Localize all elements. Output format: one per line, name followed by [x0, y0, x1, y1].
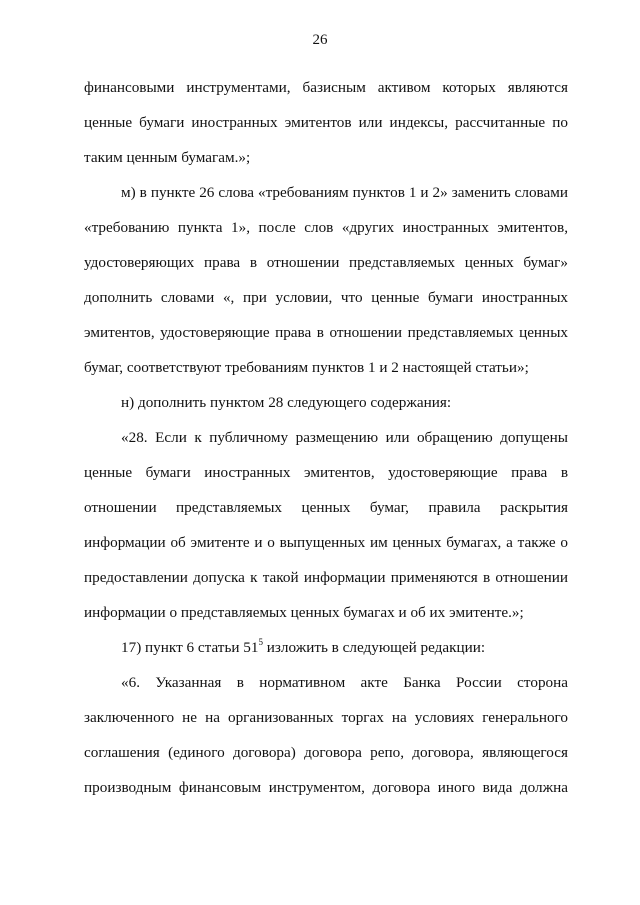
text-line: предоставлении допуска к такой информации применяются в отношении [84, 569, 568, 586]
text-line: производным финансовым инструментом, договора иного вида должна [84, 779, 568, 796]
text-line: финансовыми инструментами, базисным активом которых являются [84, 79, 568, 96]
text-line: удостоверяющих права в отношении представляемых ценных бумаг» [84, 254, 568, 271]
item17-text: 17) пункт 6 статьи 51 [121, 639, 259, 656]
page-number: 26 [312, 32, 328, 48]
text-line: отношении представляемых ценных бумаг, правила раскрытия [84, 499, 568, 516]
text-line: «требованию пункта 1», после слов «других иностранных эмитентов, [84, 219, 568, 236]
text-line: н) дополнить пунктом 28 следующего содержания: [121, 394, 452, 411]
text-line: бумаг, соответствуют требованиям пунктов 1 и 2 настоящей статьи»; [84, 359, 529, 376]
text-line: ценные бумаги иностранных эмитентов, удостоверяющие права в [84, 464, 568, 481]
text-line: «6. Указанная в нормативном акте Банка России сторона [121, 674, 568, 691]
superscript: 5 [258, 636, 263, 647]
text-line: эмитентов, удостоверяющие права в отношении представляемых ценных [84, 324, 568, 341]
text-line: таким ценным бумагам.»; [84, 149, 251, 166]
text-line [121, 636, 568, 657]
text-line: м) в пункте 26 слова «требованиям пунктов 1 и 2» заменить словами [121, 184, 568, 201]
text-line: соглашения (единого договора) договора репо, договора, являющегося [84, 744, 568, 761]
text-line: информации о представляемых ценных бумагах и об их эмитенте.»; [84, 604, 524, 621]
text-line: заключенного не на организованных торгах на условиях генерального [84, 709, 568, 726]
text-line: «28. Если к публичному размещению или обращению допущены [121, 429, 568, 446]
text-line: информации об эмитенте и о выпущенных им ценных бумагах, а также о [84, 534, 568, 551]
item17-text-cont: изложить в следующей редакции: [262, 639, 486, 656]
text-line: дополнить словами «, при условии, что ценные бумаги иностранных [84, 289, 568, 306]
text-line: ценные бумаги иностранных эмитентов или индексы, рассчитанные по [84, 114, 568, 131]
